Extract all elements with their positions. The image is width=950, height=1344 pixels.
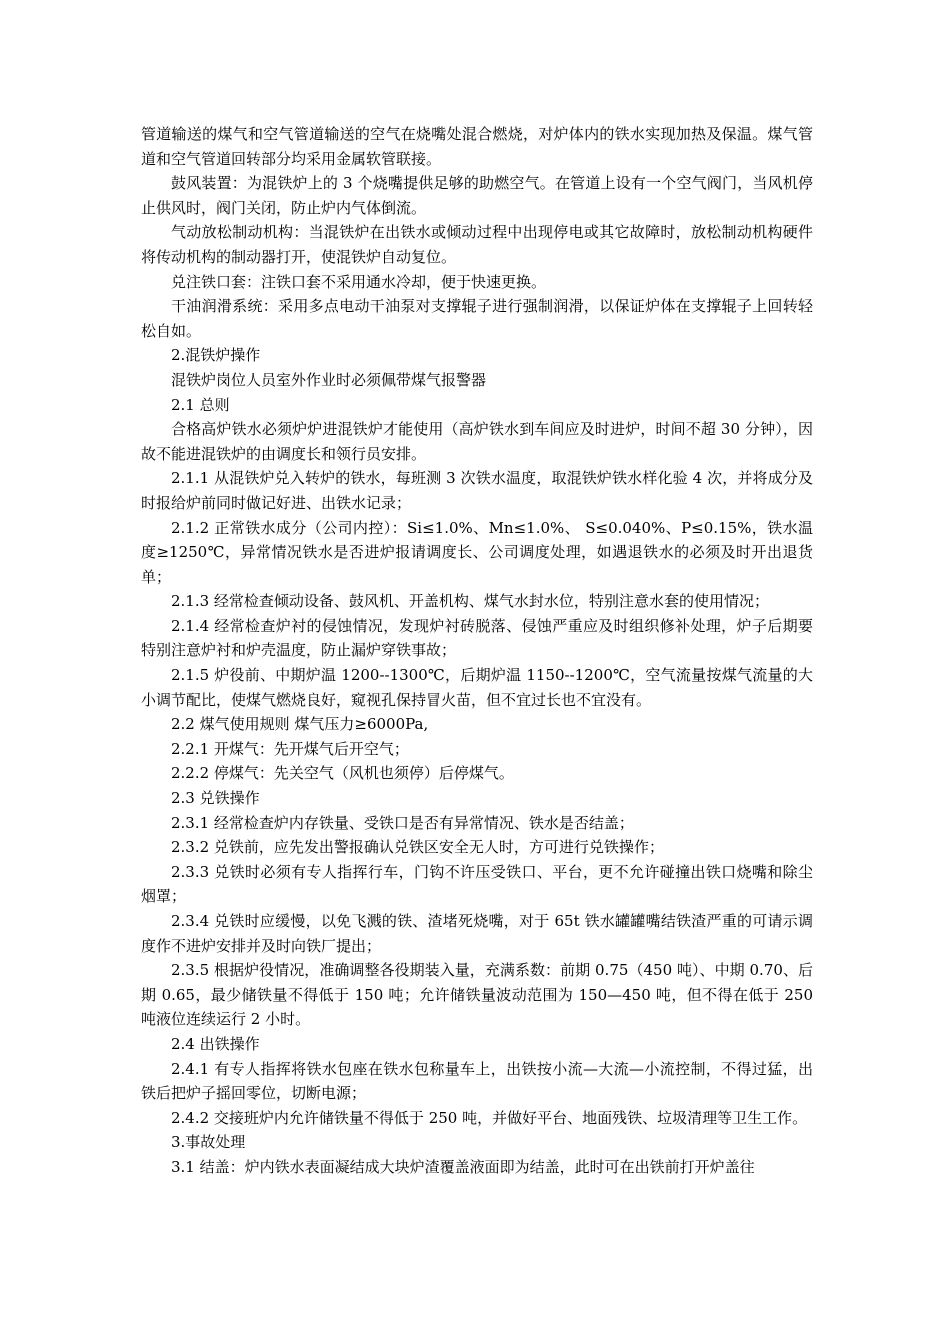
paragraph: 3.事故处理 — [171, 1133, 246, 1152]
paragraph: 2.3.4 兑铁时应缓慢，以免飞溅的铁、渣堵死烧嘴，对于 65t 铁水罐罐嘴结铁渣严重的可请示调度作不进炉安排并及时向铁厂提出； — [141, 912, 813, 955]
paragraph: 2.混铁炉操作 — [171, 346, 261, 365]
paragraph: 2.4.2 交接班炉内允许储铁量不得低于 250 吨，并做好平台、地面残铁、垃圾清理等卫生工作。 — [171, 1108, 808, 1127]
paragraph: 2.4.1 有专人指挥将铁水包座在铁水包称量车上，出铁按小流—大流—小流控制，不得过猛，出铁后把炉子摇回零位，切断电源； — [141, 1059, 813, 1103]
paragraph: 2.1.3 经常检查倾动设备、鼓风机、开盖机构、煤气水封水位，特别注意水套的使用情况； — [171, 592, 769, 611]
paragraph: 3.1 结盖：炉内铁水表面凝结成大块炉渣覆盖液面即为结盖，此时可在出铁前打开炉盖往 — [171, 1157, 755, 1176]
paragraph: 管道输送的煤气和空气管道输送的空气在烧嘴处混合燃烧，对炉体内的铁水实现加热及保温。煤气管道和空气管道回转部分均采用金属软管联接。 — [141, 125, 813, 168]
paragraph: 2.2.1 开煤气：先开煤气后开空气； — [171, 739, 409, 758]
paragraph: 2.2 煤气使用规则 煤气压力≥6000Pa, — [171, 715, 429, 734]
paragraph: 2.1.4 经常检查炉衬的侵蚀情况，发现炉衬砖脱落、侵蚀严重应及时组织修补处理，炉子后期要特别注意炉衬和炉壳温度，防止漏炉穿铁事故； — [141, 616, 813, 660]
document-body — [141, 122, 813, 1180]
paragraph: 2.1.5 炉役前、中期炉温 1200--1300℃，后期炉温 1150--1200℃，空气流量按煤气流量的大小调节配比，使煤气燃烧良好，窥视孔保持冒火苗，但不宜过长也不宜没有。 — [141, 666, 813, 709]
paragraph: 2.2.2 停煤气：先关空气（风机也须停）后停煤气。 — [171, 764, 514, 783]
paragraph: 气动放松制动机构：当混铁炉在出铁水或倾动过程中出现停电或其它故障时，放松制动机构硬件将传动机构的制动器打开，使混铁炉自动复位。 — [141, 223, 813, 266]
paragraph: 鼓风装置：为混铁炉上的 3 个烧嘴提供足够的助燃空气。在管道上设有一个空气阀门，当风机停止供风时，阀门关闭，防止炉内气体倒流。 — [141, 174, 813, 217]
paragraph: 2.3.2 兑铁前，应先发出警报确认兑铁区安全无人时，方可进行兑铁操作； — [171, 838, 664, 857]
paragraph: 2.3.3 兑铁时必须有专人指挥行车，门钩不许压受铁口、平台，更不允许碰撞出铁口烧嘴和除尘烟罩； — [141, 862, 813, 906]
paragraph: 2.3.5 根据炉役情况，准确调整各役期装入量，充满系数：前期 0.75（450 吨）、中期 0.70、后期 0.65，最少储铁量不得低于 150 吨；允许储铁量波动范围为 150—450 吨，但不得在低于 250 吨液位连续运行 2 小时。 — [141, 961, 813, 1029]
paragraph: 2.3.1 经常检查炉内存铁量、受铁口是否有异常情况、铁水是否结盖； — [171, 813, 634, 832]
paragraph: 兑注铁口套：注铁口套不采用通水冷却，便于快速更换。 — [171, 272, 547, 291]
paragraph: 2.1.1 从混铁炉兑入转炉的铁水，每班测 3 次铁水温度，取混铁炉铁水样化验 4 次，并将成分及时报给炉前同时做记好进、出铁水记录； — [141, 469, 813, 512]
paragraph: 2.4 出铁操作 — [171, 1034, 260, 1053]
paragraph: 2.1.2 正常铁水成分（公司内控）：Si≤1.0%、Mn≤1.0%、 S≤0.040%、P≤0.15%，铁水温度≥1250℃，异常情况铁水是否进炉报请调度长、公司调度处理，如遇退铁水的必须及时开出退货单； — [141, 518, 813, 586]
paragraph: 2.1 总则 — [171, 395, 230, 414]
paragraph: 混铁炉岗位人员室外作业时必须佩带煤气报警器 — [171, 370, 487, 389]
paragraph: 合格高炉铁水必须炉炉进混铁炉才能使用（高炉铁水到车间应及时进炉，时间不超 30 分钟），因故不能进混铁炉的由调度长和领行员安排。 — [141, 420, 813, 463]
paragraph: 干油润滑系统：采用多点电动干油泵对支撑辊子进行强制润滑，以保证炉体在支撑辊子上回转轻松自如。 — [141, 297, 813, 340]
paragraph: 2.3 兑铁操作 — [171, 789, 260, 808]
